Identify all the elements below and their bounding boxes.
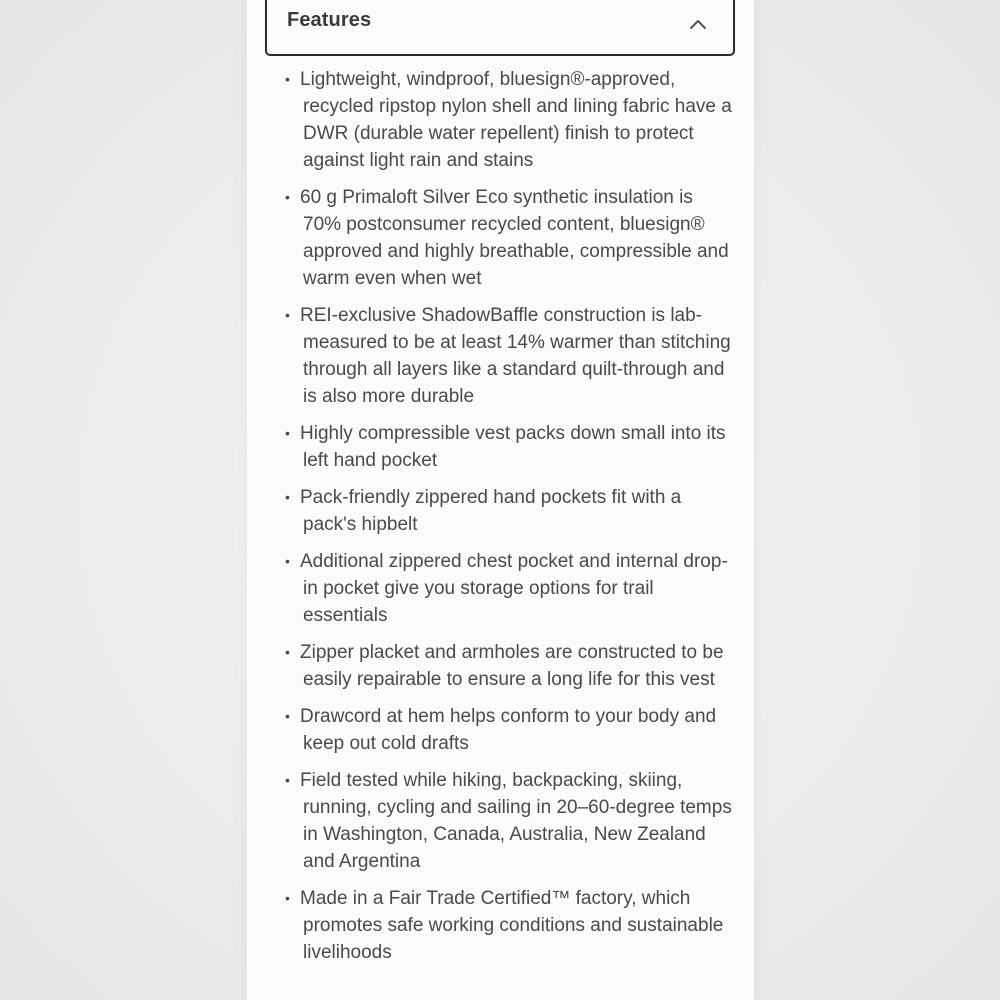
bullet-icon: •	[285, 772, 290, 788]
list-item	[283, 767, 733, 875]
bullet-icon: •	[285, 708, 290, 724]
list-item	[283, 885, 733, 966]
bullet-icon: •	[285, 489, 290, 505]
list-item	[283, 420, 733, 474]
list-item	[283, 639, 733, 693]
list-item	[283, 484, 733, 538]
features-list	[283, 66, 733, 976]
list-item	[283, 302, 733, 410]
list-item	[283, 703, 733, 757]
features-accordion-header[interactable]	[265, 0, 735, 56]
feature-text: Made in a Fair Trade Certified™ factory, which promotes safe working conditions and sustainable livelihoods	[300, 888, 724, 963]
bullet-icon: •	[285, 890, 290, 906]
feature-text: Field tested while hiking, backpacking, skiing, running, cycling and sailing in 20–60-degree temps in Washington, Canada, Australia, New Zealand and Argentina	[300, 770, 732, 872]
bullet-icon: •	[285, 553, 290, 569]
bullet-icon: •	[285, 189, 290, 205]
feature-text: Lightweight, windproof, bluesign®-approved, recycled ripstop nylon shell and lining fabric have a DWR (durable water repellent) finish to protect against light rain and stains	[300, 69, 732, 171]
bullet-icon: •	[285, 307, 290, 323]
list-item	[283, 66, 733, 174]
bullet-icon: •	[285, 425, 290, 441]
chevron-up-icon[interactable]	[689, 18, 707, 30]
accordion-title: Features	[287, 9, 372, 31]
feature-text: 60 g Primaloft Silver Eco synthetic insulation is 70% postconsumer recycled content, bluesign® approved and highly breathable, compressible and warm even when wet	[300, 187, 729, 289]
bullet-icon: •	[285, 644, 290, 660]
feature-text: Drawcord at hem helps conform to your body and keep out cold drafts	[300, 706, 717, 754]
feature-text: Pack-friendly zippered hand pockets fit with a pack's hipbelt	[300, 487, 682, 535]
list-item	[283, 548, 733, 629]
feature-text: Zipper placket and armholes are constructed to be easily repairable to ensure a long life for this vest	[300, 642, 724, 690]
feature-text: REI-exclusive ShadowBaffle construction is lab-measured to be at least 14% warmer than stitching through all layers like a standard quilt-through and is also more durable	[300, 305, 731, 407]
feature-text: Highly compressible vest packs down small into its left hand pocket	[300, 423, 726, 471]
feature-text: Additional zippered chest pocket and internal drop-in pocket give you storage options for trail essentials	[300, 551, 728, 626]
product-details-panel	[247, 0, 754, 1000]
bullet-icon: •	[285, 71, 290, 87]
list-item	[283, 184, 733, 292]
